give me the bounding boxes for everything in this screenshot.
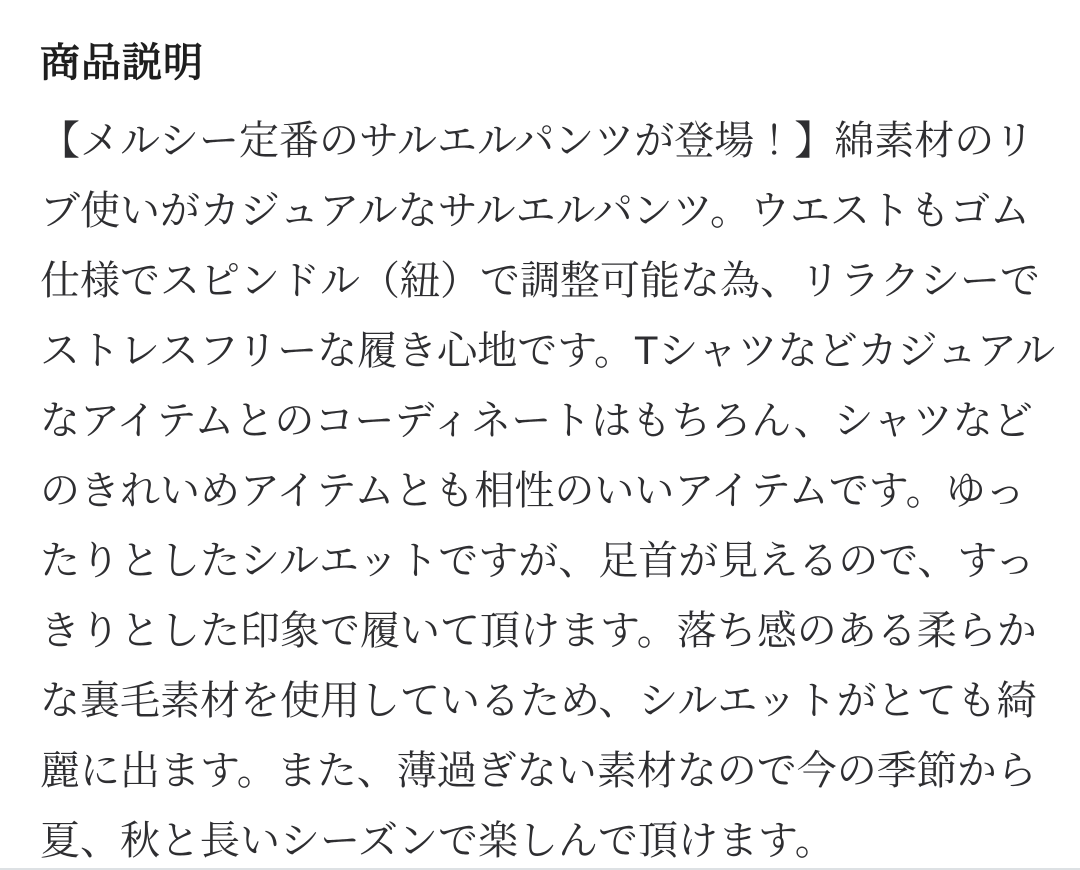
section-title: 商品説明 <box>40 41 204 85</box>
description-line-4: ストレスフリーな履き心地です。Tシャツなどカジュアル <box>40 329 1056 373</box>
description-line-8: きりとした印象で履いて頂けます。落ち感のある柔らか <box>40 609 1037 653</box>
description-line-9: な裏毛素材を使用しているため、シルエットがとても綺 <box>40 679 1037 723</box>
description-line-11: 夏、秋と長いシーズンで楽しんで頂けます。 <box>40 819 835 863</box>
description-line-5: なアイテムとのコーディネートはもちろん、シャツなど <box>40 399 1033 443</box>
description-line-10: 麗に出ます。また、薄過ぎない素材なので今の季節から <box>40 749 1037 793</box>
description-line-7: たりとしたシルエットですが、足首が見えるので、すっ <box>40 539 1035 583</box>
description-line-1: 【メルシー定番のサルエルパンツが登場！】綿素材のリ <box>40 119 1035 163</box>
description-line-3: 仕様でスピンドル（紐）で調整可能な為、リラクシーで <box>40 259 1040 303</box>
description-line-6: のきれいめアイテムとも相性のいいアイテムです。ゆっ <box>40 469 1026 513</box>
product-description-text <box>40 106 1056 870</box>
description-line-2: ブ使いがカジュアルなサルエルパンツ。ウエストもゴム <box>40 189 1030 233</box>
